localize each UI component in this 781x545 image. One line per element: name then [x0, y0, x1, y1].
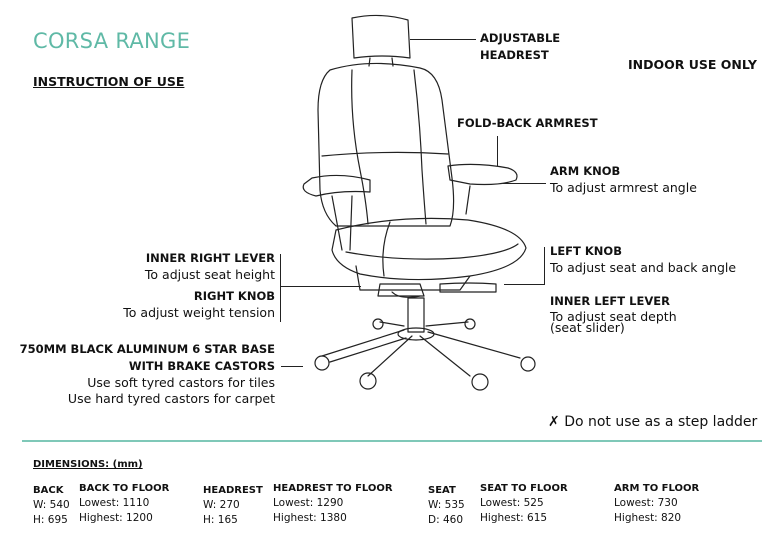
left-knob-desc: To adjust seat and back angle	[550, 260, 737, 275]
dim-back-to-floor-label: BACK TO FLOOR	[79, 483, 170, 494]
armrest-leader-line	[497, 136, 498, 166]
base-leader-line	[281, 366, 303, 367]
dim-back-h: H: 695	[33, 514, 68, 526]
armrest-callout: FOLD-BACK ARMREST	[457, 116, 598, 130]
left-knob-callout	[550, 243, 736, 276]
warning-text: Do not use as a step ladder	[564, 414, 758, 430]
dim-headrest-w: W: 270	[203, 499, 240, 511]
dim-seat-to-floor-label: SEAT TO FLOOR	[480, 483, 568, 494]
dim-seat-w: W: 535	[428, 499, 465, 511]
indoor-use-note: INDOOR USE ONLY	[628, 57, 757, 72]
right-knob-desc: To adjust weight tension	[123, 305, 275, 320]
cross-icon: ✗	[548, 414, 560, 430]
dim-seat-to-floor-highest: Highest: 615	[480, 512, 548, 524]
dim-headrest-to-floor-highest: Highest: 1380	[273, 512, 347, 524]
right-knob-title: RIGHT KNOB	[193, 289, 275, 303]
inner-right-lever-callout	[145, 250, 275, 283]
base-desc-1: Use soft tyred castors for tiles	[87, 375, 275, 390]
right-side-bracket	[280, 254, 281, 322]
arm-knob-title: ARM KNOB	[550, 164, 621, 178]
dim-headrest-to-floor-label: HEADREST TO FLOOR	[273, 483, 393, 494]
left-knob-bracket	[544, 247, 545, 285]
dim-seat-label: SEAT	[428, 485, 456, 496]
dim-arm-to-floor-lowest: Lowest: 730	[614, 497, 678, 509]
dim-headrest-label: HEADREST	[203, 485, 263, 496]
right-side-leader-line	[281, 286, 361, 287]
dim-headrest-to-floor	[273, 483, 393, 524]
inner-left-lever-title: INNER LEFT LEVER	[550, 294, 670, 308]
arm-knob-leader-line	[503, 183, 546, 184]
base-title-1: 750MM BLACK ALUMINUM 6 STAR BASE	[19, 342, 275, 356]
dimensions-title: DIMENSIONS: (mm)	[33, 459, 143, 470]
base-desc-2: Use hard tyred castors for carpet	[67, 391, 275, 406]
dim-headrest-h: H: 165	[203, 514, 238, 526]
dim-back	[33, 485, 70, 526]
left-knob-title: LEFT KNOB	[550, 244, 622, 258]
brand-title: CORSA RANGE	[33, 29, 191, 53]
dim-headrest	[203, 485, 263, 526]
dim-seat	[428, 485, 465, 526]
dim-back-label: BACK	[33, 485, 64, 496]
base-callout	[20, 341, 275, 407]
dim-seat-to-floor	[480, 483, 568, 524]
dim-seat-to-floor-lowest: Lowest: 525	[480, 497, 544, 509]
dim-arm-to-floor-label: ARM TO FLOOR	[614, 483, 700, 494]
dim-back-w: W: 540	[33, 499, 70, 511]
inner-right-lever-desc: To adjust seat height	[144, 267, 275, 282]
dim-seat-d: D: 460	[428, 514, 464, 526]
base-title-2: WITH BRAKE CASTORS	[128, 359, 275, 373]
inner-left-lever-desc-1: To adjust seat depth	[550, 309, 677, 324]
inner-left-lever-callout	[550, 293, 677, 333]
dim-arm-to-floor	[614, 483, 699, 524]
arm-knob-desc: To adjust armrest angle	[550, 180, 697, 195]
dim-headrest-to-floor-lowest: Lowest: 1290	[273, 497, 344, 509]
instruction-title: INSTRUCTION OF USE	[33, 74, 185, 89]
headrest-callout-line2: HEADREST	[480, 48, 549, 62]
dim-arm-to-floor-highest: Highest: 820	[614, 512, 682, 524]
dim-back-to-floor-highest: Highest: 1200	[79, 512, 153, 524]
section-divider	[22, 440, 762, 442]
dim-back-to-floor	[79, 483, 169, 524]
arm-knob-callout	[550, 163, 697, 196]
step-ladder-warning	[548, 414, 757, 430]
left-knob-leader-line	[504, 284, 545, 285]
headrest-callout	[480, 30, 560, 64]
headrest-leader-line	[410, 39, 476, 40]
headrest-callout-line1: ADJUSTABLE	[480, 31, 561, 45]
dim-back-to-floor-lowest: Lowest: 1110	[79, 497, 150, 509]
inner-right-lever-title: INNER RIGHT LEVER	[145, 251, 275, 265]
inner-left-lever-desc-2: (seat slider)	[550, 320, 625, 335]
right-knob-callout	[123, 288, 275, 321]
